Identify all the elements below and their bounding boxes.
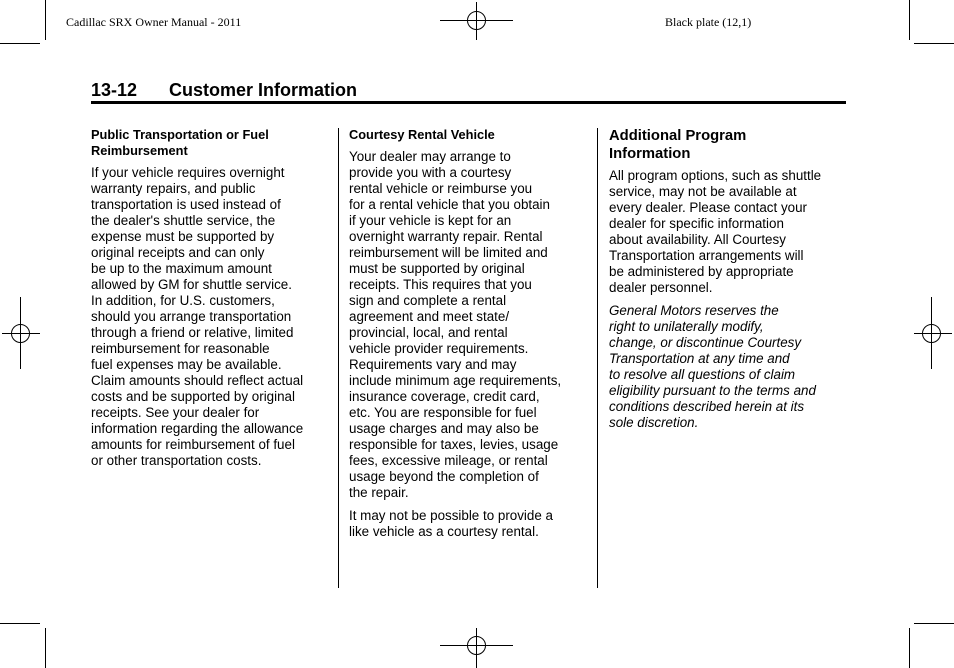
- text-line: right to unilaterally modify,: [609, 319, 764, 334]
- text-line: warranty repairs, and public: [91, 181, 256, 196]
- text-line: eligibility pursuant to the terms and: [609, 383, 816, 398]
- text-line: service, may not be available at: [609, 184, 797, 199]
- trim-mark: [914, 43, 954, 44]
- heading-line: Reimbursement: [91, 143, 188, 158]
- text-line: provide you with a courtesy: [349, 165, 512, 180]
- text-line: insurance coverage, credit card,: [349, 389, 540, 404]
- text-line: information regarding the allowance: [91, 421, 304, 436]
- column-additional-program: [609, 127, 845, 438]
- text-line: dealer for specific information: [609, 216, 784, 231]
- text-line: agreement and meet state/: [349, 309, 510, 324]
- text-line: should you arrange transportation: [91, 309, 292, 324]
- text-line: every dealer. Please contact your: [609, 200, 807, 215]
- slug-plate-info: Black plate (12,1): [665, 15, 752, 29]
- text-line: It may not be possible to provide a: [349, 508, 553, 523]
- text-line: through a friend or relative, limited: [91, 325, 294, 340]
- text-line: about availability. All Courtesy: [609, 232, 786, 247]
- text-line: change, or discontinue Courtesy: [609, 335, 802, 350]
- subheading-additional-program: [609, 127, 845, 163]
- paragraph-courtesy-rental: [349, 149, 589, 501]
- text-line: be up to the maximum amount: [91, 261, 272, 276]
- text-line: usage charges and may also be: [349, 421, 539, 436]
- trim-mark: [0, 43, 40, 44]
- text-line: reimbursement will be limited and: [349, 245, 548, 260]
- slug-manual-title: Cadillac SRX Owner Manual - 2011: [66, 15, 242, 29]
- text-line: Requirements vary and may: [349, 357, 517, 372]
- paragraph-gm-disclaimer: [609, 303, 845, 431]
- text-line: costs and be supported by original: [91, 389, 295, 404]
- text-line: be administered by appropriate: [609, 264, 794, 279]
- text-line: for a rental vehicle that you obtain: [349, 197, 550, 212]
- page-number: 13-12: [91, 80, 138, 100]
- text-line: receipts. This requires that you: [349, 277, 532, 292]
- text-line: Claim amounts should reflect actual: [91, 373, 304, 388]
- trim-mark: [45, 628, 46, 668]
- trim-mark: [0, 623, 40, 624]
- text-line: vehicle provider requirements.: [349, 341, 529, 356]
- text-line: Transportation at any time and: [609, 351, 790, 366]
- text-line: if your vehicle is kept for an: [349, 213, 512, 228]
- trim-mark: [45, 0, 46, 40]
- column-divider: [597, 128, 598, 588]
- section-title: Customer Information: [169, 80, 358, 100]
- text-line: the dealer's shuttle service, the: [91, 213, 276, 228]
- text-line: the repair.: [349, 485, 409, 500]
- text-line: responsible for taxes, levies, usage: [349, 437, 559, 452]
- text-line: If your vehicle requires overnight: [91, 165, 285, 180]
- text-line: original receipts and can only: [91, 245, 265, 260]
- text-line: fuel expenses may be available.: [91, 357, 282, 372]
- subheading-courtesy-rental: Courtesy Rental Vehicle: [349, 127, 495, 142]
- text-line: receipts. See your dealer for: [91, 405, 260, 420]
- text-line: Transportation arrangements will: [609, 248, 804, 263]
- text-line: sole discretion.: [609, 415, 699, 430]
- subheading-public-transportation: [91, 127, 331, 159]
- text-line: General Motors reserves the: [609, 303, 779, 318]
- text-line: reimbursement for reasonable: [91, 341, 270, 356]
- text-line: sign and complete a rental: [349, 293, 507, 308]
- text-line: Your dealer may arrange to: [349, 149, 511, 164]
- paragraph-courtesy-rental-note: [349, 508, 589, 540]
- text-line: dealer personnel.: [609, 280, 713, 295]
- column-courtesy-rental: [349, 127, 589, 547]
- trim-mark: [909, 0, 910, 40]
- column-divider: [338, 128, 339, 588]
- header-rule: [91, 101, 846, 104]
- trim-mark: [914, 623, 954, 624]
- heading-line: Public Transportation or Fuel: [91, 127, 269, 142]
- text-line: expense must be supported by: [91, 229, 275, 244]
- text-line: rental vehicle or reimburse you: [349, 181, 533, 196]
- text-line: like vehicle as a courtesy rental.: [349, 524, 539, 539]
- text-line: include minimum age requirements,: [349, 373, 562, 388]
- paragraph-additional-program: [609, 168, 845, 296]
- text-line: usage beyond the completion of: [349, 469, 539, 484]
- text-line: allowed by GM for shuttle service.: [91, 277, 292, 292]
- text-line: fees, excessive mileage, or rental: [349, 453, 548, 468]
- text-line: provincial, local, and rental: [349, 325, 508, 340]
- trim-mark: [909, 628, 910, 668]
- heading-line: Information: [609, 146, 691, 162]
- text-line: must be supported by original: [349, 261, 525, 276]
- text-line: overnight warranty repair. Rental: [349, 229, 543, 244]
- text-line: conditions described herein at its: [609, 399, 805, 414]
- text-line: transportation is used instead of: [91, 197, 281, 212]
- heading-line: Additional Program: [609, 128, 747, 144]
- text-line: amounts for reimbursement of fuel: [91, 437, 295, 452]
- text-line: etc. You are responsible for fuel: [349, 405, 537, 420]
- text-line: In addition, for U.S. customers,: [91, 293, 275, 308]
- column-public-transportation: [91, 127, 331, 476]
- text-line: or other transportation costs.: [91, 453, 262, 468]
- text-line: to resolve all questions of claim: [609, 367, 796, 382]
- paragraph-public-transportation: [91, 165, 331, 469]
- text-line: All program options, such as shuttle: [609, 168, 822, 183]
